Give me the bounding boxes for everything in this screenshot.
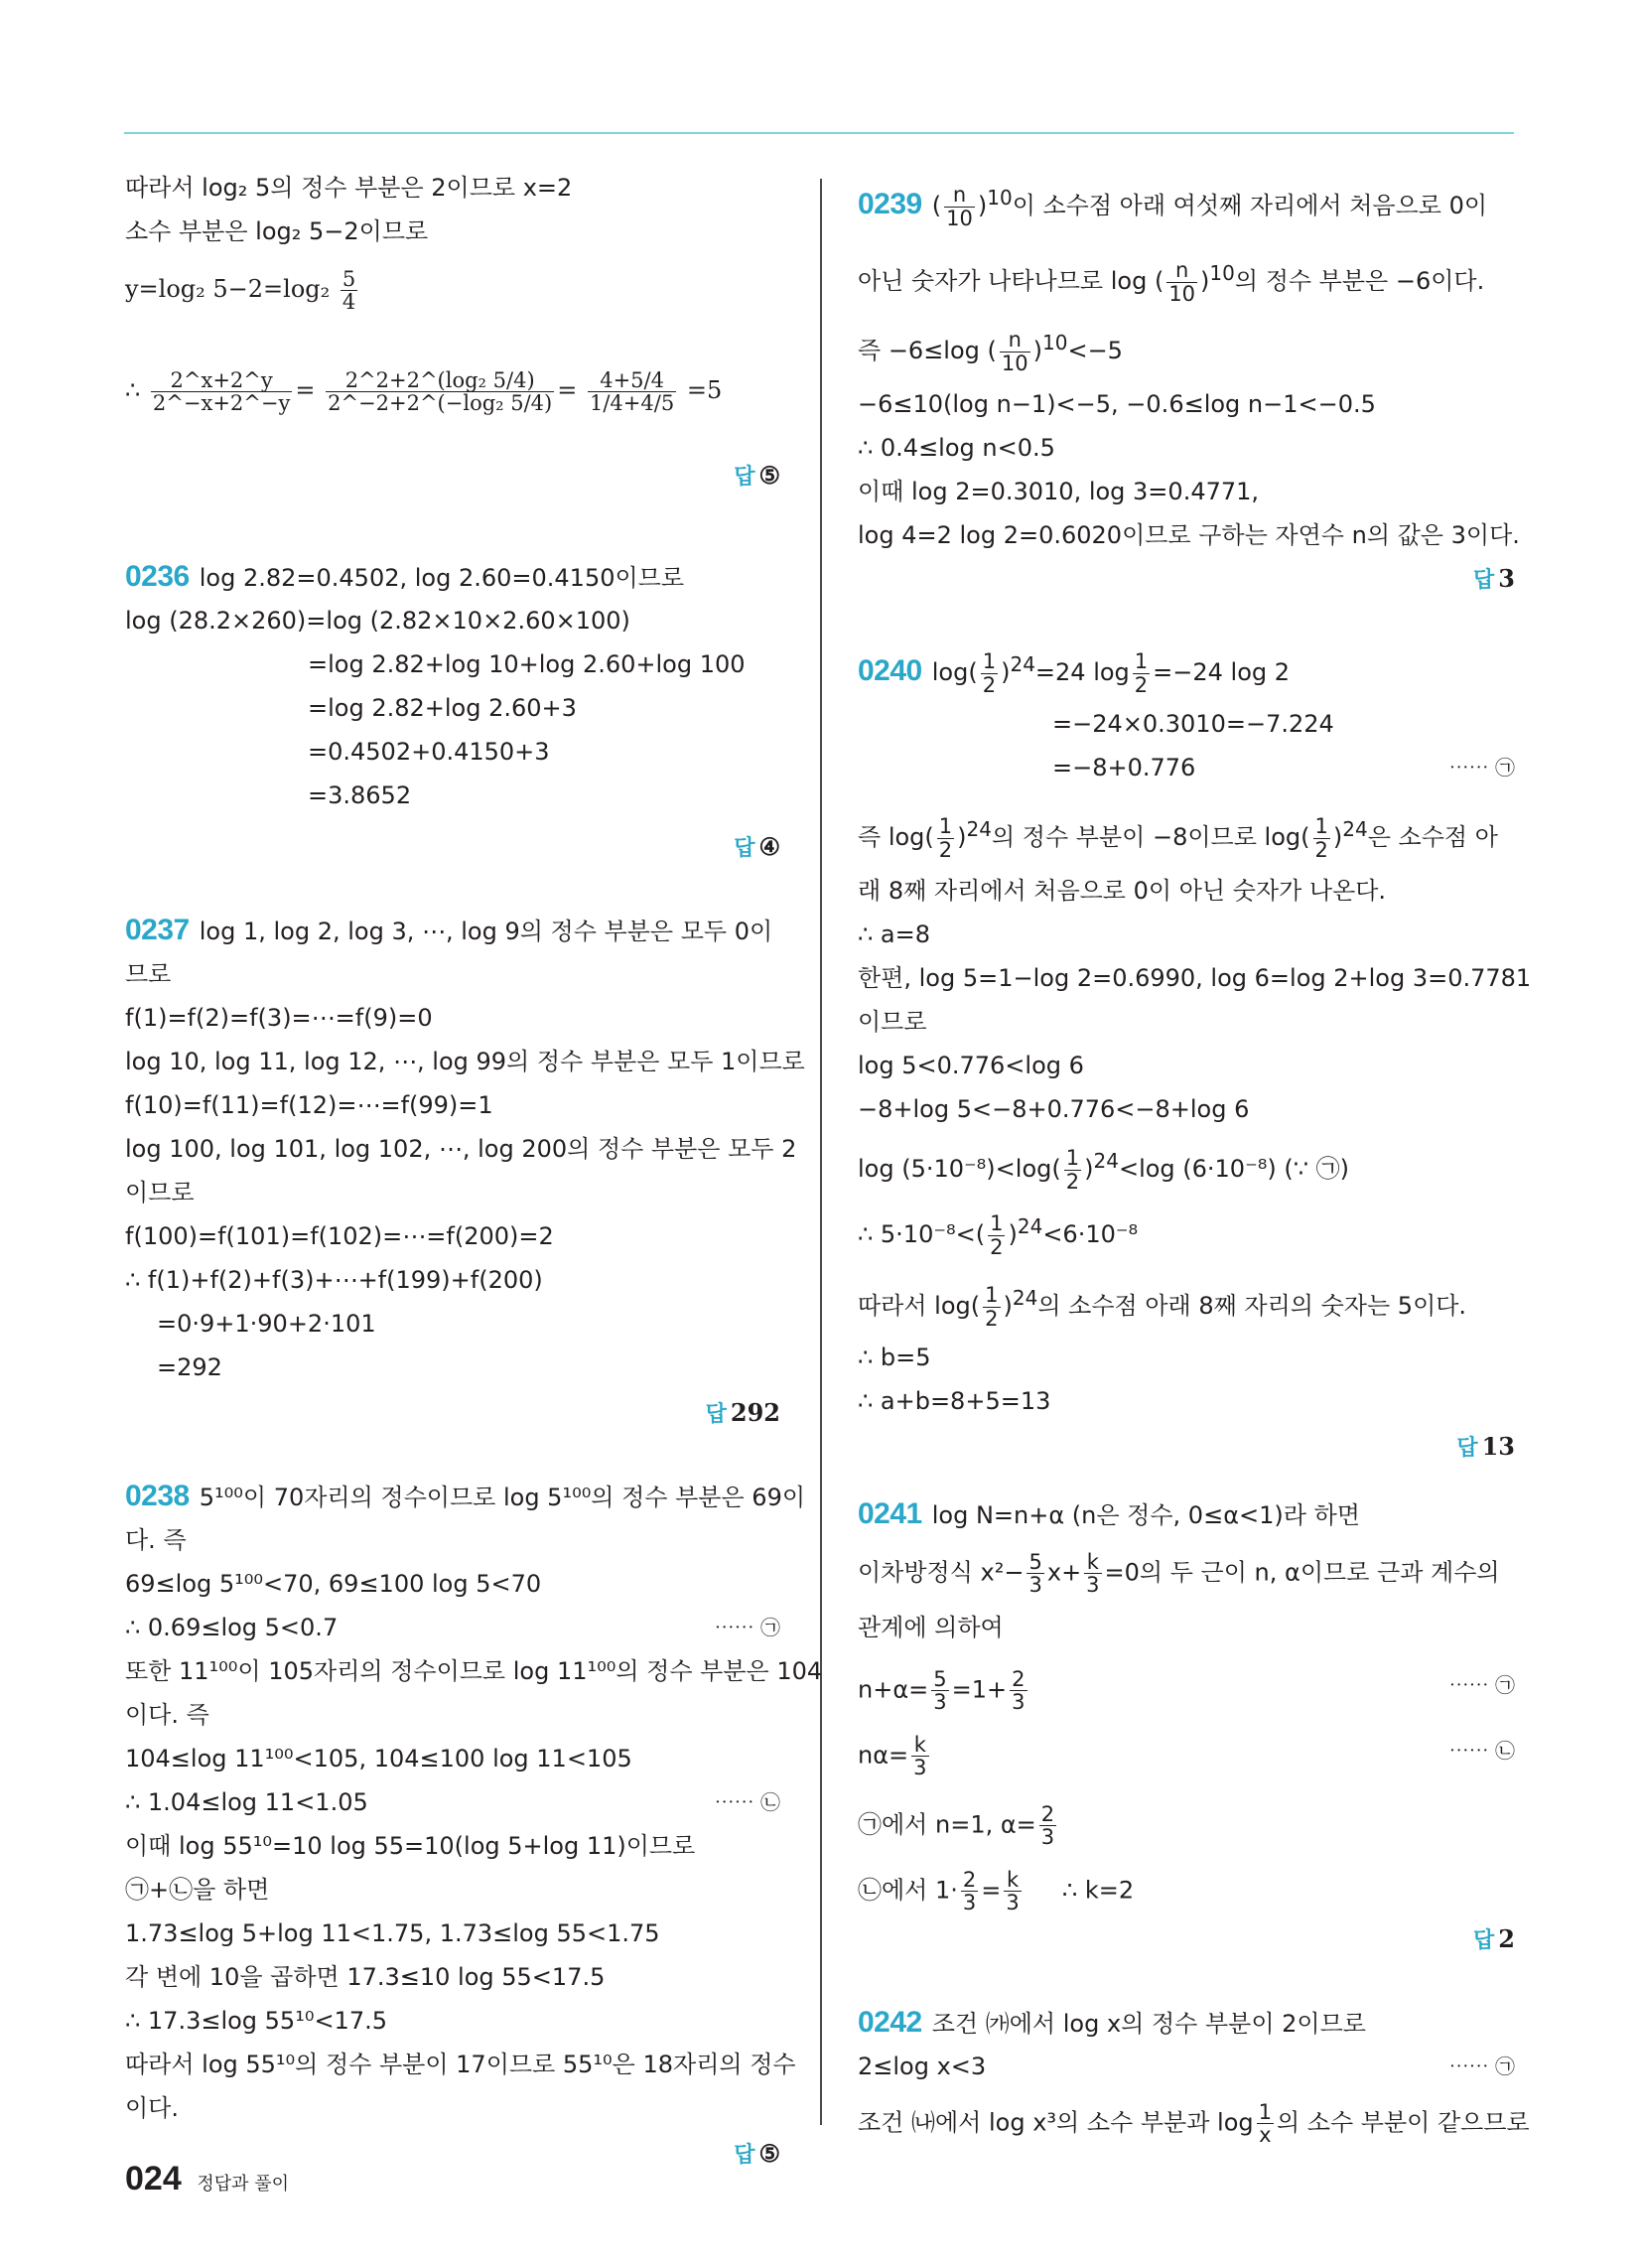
problem-0237: 0237 log 1, log 2, log 3, ⋯, log 9의 정수 부분은 모두 0이	[125, 914, 773, 946]
fraction: $\frac{1}{2}$	[1314, 814, 1328, 862]
problem-0239: 0239 ( $\frac{n}{10}$ )$^{10}$이 소수점 아래 여섯째 자리에서 처음으로 0이	[858, 183, 1488, 230]
text-line: f(1)=f(2)=f(3)=⋯=f(9)=0	[125, 1004, 433, 1032]
text-line: nα= $\frac{k}{3}$	[858, 1733, 927, 1780]
page-label: 정답과 풀이	[197, 2174, 290, 2195]
fraction: $\frac{1}{2}$	[938, 814, 953, 862]
text-line: =log 2.82+log 2.60+3	[308, 694, 577, 722]
page-number: 024	[125, 2160, 182, 2197]
fraction: $\frac{k}{3}$	[913, 1733, 927, 1780]
text-line: =292	[157, 1353, 222, 1381]
equation-marker: ⋯⋯ ㉠	[1448, 756, 1515, 780]
text-line: log 4=2 log 2=0.6020이므로 구하는 자연수 n의 값은 3이다.	[858, 521, 1520, 549]
fraction: $\frac{1}{2}$	[1065, 1146, 1080, 1194]
fraction: $\frac{1}{2}$	[990, 1211, 1004, 1259]
problem-number: 0237	[125, 914, 190, 946]
text-line: ∴ a+b=8+5=13	[858, 1387, 1051, 1415]
text-line: 이다.	[125, 2094, 179, 2122]
fraction: $\frac{5}{4}$	[342, 267, 356, 315]
text-line: 조건 ㈏에서 log x³의 소수 부분과 log $\frac{1}{x}$ 의 소수 부분이 같으므로	[858, 2100, 1530, 2148]
text-line: ㉠+㉡을 하면	[125, 1876, 270, 1904]
text-line: =0.4502+0.4150+3	[308, 738, 550, 766]
text-line: log 10, log 11, log 12, ⋯, log 99의 정수 부분은 모두 1이므로	[125, 1048, 805, 1075]
text-line: 104≤log 11¹⁰⁰<105, 104≤100 log 11<105	[125, 1745, 632, 1772]
text-line: 관계에 의하여	[858, 1614, 1004, 1641]
text-line: n+α= $\frac{5}{3}$ =1+ $\frac{2}{3}$	[858, 1667, 1026, 1715]
text-line: 이다. 즉	[125, 1701, 209, 1729]
equation-marker: ⋯⋯ ㉠	[714, 1616, 780, 1639]
text-line: 즉 −6≤log ( $\frac{n}{10}$ )$^{10}$<−5	[858, 328, 1123, 375]
text-line: 69≤log 5¹⁰⁰<70, 69≤100 log 5<70	[125, 1570, 542, 1598]
problem-0241: 0241 log N=n+α (n은 정수, 0≤α<1)라 하면	[858, 1497, 1360, 1530]
text-line: ∴ f(1)+f(2)+f(3)+⋯+f(199)+f(200)	[125, 1266, 543, 1294]
fraction: $\frac{2}{3}$	[962, 1868, 977, 1915]
text-line: 이차방정식 x²− $\frac{5}{3}$ x+ $\frac{k}{3}$ =0의 두 근이 n, α이므로 근과 계수의	[858, 1550, 1500, 1598]
text-line: 다. 즉	[125, 1526, 187, 1554]
text-line: 1.73≤log 5+log 11<1.75, 1.73≤log 55<1.75	[125, 1919, 660, 1947]
text-line: 또한 11¹⁰⁰이 105자리의 정수이므로 log 11¹⁰⁰의 정수 부분은 104	[125, 1657, 823, 1685]
text-line: f(10)=f(11)=f(12)=⋯=f(99)=1	[125, 1091, 493, 1119]
answer-tag: 답 ⑤	[734, 2139, 780, 2168]
text-line: log (5·10⁻⁸)<log( $\frac{1}{2}$ )$^{24}$<log (6·10⁻⁸) (∵ ㉠)	[858, 1146, 1349, 1194]
text-line: =−24×0.3010=−7.224	[1052, 710, 1334, 738]
equation-line: y=log₂ 5−2=log₂ $\frac{5}{4}$	[125, 267, 356, 315]
text-line: 래 8째 자리에서 처음으로 0이 아닌 숫자가 나온다.	[858, 877, 1387, 905]
fraction: $\frac{2}{3}$	[1040, 1802, 1055, 1850]
fraction: $\frac{2}{3}$	[1012, 1667, 1026, 1715]
text-line: =−8+0.776	[1052, 754, 1196, 781]
text-line: ∴ 17.3≤log 55¹⁰<17.5	[125, 2007, 387, 2035]
answer-tag: 답 ④	[734, 832, 780, 861]
text-line: 따라서 log( $\frac{1}{2}$ )$^{24}$의 소수점 아래 8째 자리의 숫자는 5이다.	[858, 1283, 1467, 1331]
answer-tag: 답 ⑤	[734, 461, 780, 490]
text-line: log (28.2×260)=log (2.82×10×2.60×100)	[125, 607, 630, 635]
answer-tag: 답 292	[705, 1398, 780, 1427]
equation-line: ∴ $\frac{2\^{}x+2\^{}y}{2\^{}-x+2\^{}-y}$ = $\frac{\text{2\textasciicircum{}2+2\textasciicircum{}(log₂ 5/4)}}{\text{2\textasciicircum{}−2+2\textasciicircum{}(−log₂ 5/4)}}$ = $\frac{4+5/4}{1/4+4/5}$ =5	[125, 368, 723, 416]
fraction: $\frac{k}{3}$	[1086, 1550, 1100, 1598]
fraction: $\frac{k}{3}$	[1006, 1868, 1020, 1915]
equation-marker: ⋯⋯ ㉠	[1448, 2055, 1515, 2078]
answer-tag: 답 3	[1473, 564, 1515, 593]
text-line: 소수 부분은 log₂ 5−2이므로	[125, 217, 429, 245]
fraction: $\frac{1}{2}$	[982, 649, 997, 697]
text-line: −6≤10(log n−1)<−5, −0.6≤log n−1<−0.5	[858, 390, 1376, 418]
text-line: 이때 log 55¹⁰=10 log 55=10(log 5+log 11)이므로	[125, 1832, 696, 1860]
text-line: ∴ b=5	[858, 1344, 931, 1371]
text-line: =3.8652	[308, 781, 412, 809]
fraction: $\frac{5}{3}$	[1028, 1550, 1042, 1598]
text-line: 아닌 숫자가 나타나므로 log ( $\frac{n}{10}$ )$^{10}$의 정수 부분은 −6이다.	[858, 258, 1485, 306]
problem-0236: 0236 log 2.82=0.4502, log 2.60=0.4150이므로	[125, 560, 685, 593]
problem-number: 0240	[858, 654, 922, 687]
problem-0240: 0240 log( $\frac{1}{2}$ )$^{24}$=24 log $\frac{1}{2}$ =−24 log 2	[858, 649, 1291, 697]
problem-0242: 0242 조건 ㈎에서 log x의 정수 부분이 2이므로	[858, 2006, 1366, 2039]
text-line: f(100)=f(101)=f(102)=⋯=f(200)=2	[125, 1222, 554, 1250]
equation-marker: ⋯⋯ ㉡	[714, 1790, 780, 1814]
answer-tag: 답 2	[1473, 1924, 1515, 1953]
top-rule	[124, 132, 1514, 134]
text-line: ∴ 1.04≤log 11<1.05	[125, 1788, 368, 1816]
fraction: $\frac{n}{10}$	[1001, 328, 1028, 375]
text-line: 즉 log( $\frac{1}{2}$ )$^{24}$의 정수 부분이 −8이므로 log( $\frac{1}{2}$ )$^{24}$은 소수점 아	[858, 814, 1498, 862]
text-line: −8+log 5<−8+0.776<−8+log 6	[858, 1095, 1250, 1123]
fraction: $\frac{1}{2}$	[985, 1283, 999, 1331]
text-line: ㉡에서 1· $\frac{2}{3}$ = $\frac{k}{3}$ ∴ k=2	[858, 1868, 1135, 1915]
text-line: 각 변에 10을 곱하면 17.3≤10 log 55<17.5	[125, 1963, 606, 1991]
problem-number: 0236	[125, 560, 190, 593]
text-line: 이때 log 2=0.3010, log 3=0.4771,	[858, 478, 1260, 505]
fraction: $\frac{5}{3}$	[933, 1667, 947, 1715]
text-line: =0·9+1·90+2·101	[157, 1310, 376, 1338]
text-line: =log 2.82+log 10+log 2.60+log 100	[308, 650, 746, 678]
text-line: 한편, log 5=1−log 2=0.6990, log 6=log 2+log 3=0.7781	[858, 964, 1532, 992]
text-line: ∴ 0.69≤log 5<0.7	[125, 1614, 339, 1641]
fraction: $\frac{1}{x}$	[1258, 2100, 1272, 2148]
text-line: 따라서 log 55¹⁰의 정수 부분이 17이므로 55¹⁰은 18자리의 정수	[125, 2051, 796, 2078]
problem-number: 0238	[125, 1480, 190, 1512]
problem-number: 0239	[858, 188, 922, 220]
text-line: 2≤log x<3	[858, 2053, 987, 2080]
page-footer	[125, 2160, 289, 2198]
fraction: $\frac{2\^{}x+2\^{}y}{2\^{}-x+2\^{}-y}$	[152, 368, 291, 416]
text-line: ∴ 0.4≤log n<0.5	[858, 434, 1055, 462]
answer-tag: 답 13	[1456, 1432, 1515, 1461]
text-line: 이므로	[858, 1008, 927, 1036]
fraction: $\frac{\text{2\textasciicircum{}2+2\textasciicircum{}(log₂ 5/4)}}{\text{2\textasciicircum{}−2+2\textasciicircum{}(−log₂ 5/4)}}$	[328, 368, 553, 416]
fraction: $\frac{4+5/4}{1/4+4/5}$	[589, 368, 675, 416]
text-line: 므로	[125, 960, 172, 988]
equation-marker: ⋯⋯ ㉠	[1448, 1673, 1515, 1697]
fraction: $\frac{n}{10}$	[946, 183, 973, 230]
text-line: ∴ a=8	[858, 921, 930, 948]
text-line: 이므로	[125, 1179, 195, 1206]
problem-number: 0241	[858, 1497, 922, 1530]
text-line: log 100, log 101, log 102, ⋯, log 200의 정수 부분은 모두 2	[125, 1135, 797, 1163]
problem-number: 0242	[858, 2006, 922, 2039]
text-line: ㉠에서 n=1, α= $\frac{2}{3}$	[858, 1802, 1055, 1850]
text-line: log 5<0.776<log 6	[858, 1052, 1084, 1079]
column-divider	[820, 179, 822, 2125]
fraction: $\frac{n}{10}$	[1168, 258, 1196, 306]
equation-marker: ⋯⋯ ㉡	[1448, 1739, 1515, 1763]
problem-0238: 0238 5¹⁰⁰이 70자리의 정수이므로 log 5¹⁰⁰의 정수 부분은 69이	[125, 1480, 806, 1512]
text-line: 따라서 log₂ 5의 정수 부분은 2이므로 x=2	[125, 174, 573, 202]
fraction: $\frac{1}{2}$	[1134, 649, 1149, 697]
text-line: ∴ 5·10⁻⁸<( $\frac{1}{2}$ )$^{24}$<6·10⁻⁸	[858, 1211, 1139, 1259]
